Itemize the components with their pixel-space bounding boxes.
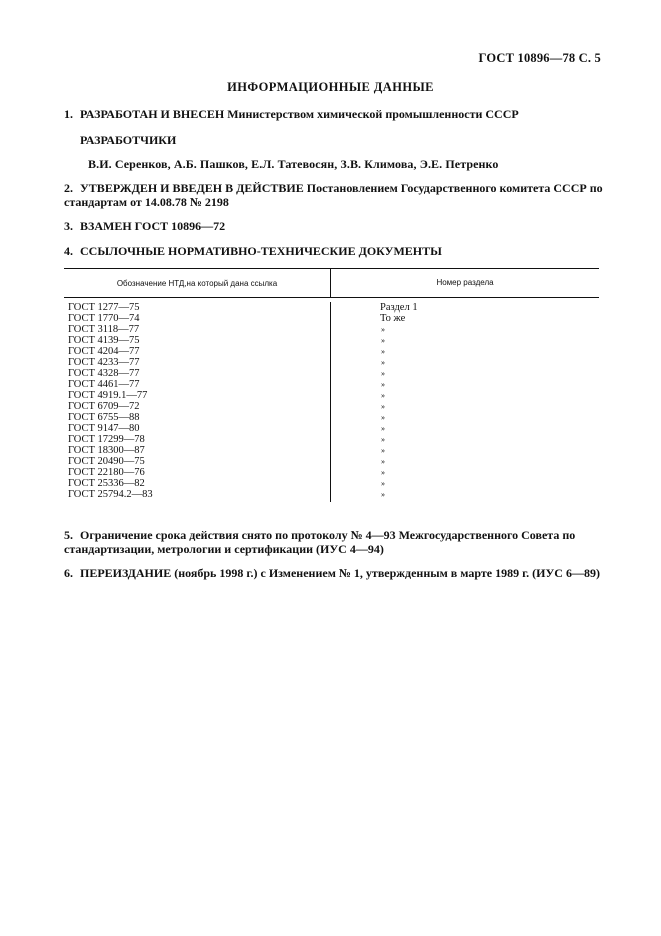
section-5-text: Ограничение срока действия снято по протоколу № 4—93 Межгосударственного Совета по стандартизации, метрологии и сертификации (ИУС 4—94) [64, 528, 576, 556]
section-3-number: 3. [64, 219, 73, 233]
table-row-section: » [381, 391, 385, 400]
table-row-document: ГОСТ 25336—82 [68, 478, 145, 489]
table-header-document: Обозначение НТД,на который дана ссылка [116, 278, 278, 288]
table-row-document: ГОСТ 6709—72 [68, 401, 140, 412]
section-6-text: ПЕРЕИЗДАНИЕ (ноябрь 1998 г.) с Изменением № 1, утвержденным в марте 1989 г. (ИУС 6—89) [80, 566, 600, 580]
table-row-section: » [381, 325, 385, 334]
table-row-document: ГОСТ 4233—77 [68, 357, 140, 368]
table-row-section: » [381, 380, 385, 389]
section-5-number: 5. [64, 528, 73, 542]
table-row-document: ГОСТ 18300—87 [68, 445, 145, 456]
table-row-section: » [381, 446, 385, 455]
section-1-text: РАЗРАБОТАН И ВНЕСЕН Министерством химической промышленности СССР [80, 107, 519, 121]
table-row-section: » [381, 435, 385, 444]
table-row-section: Раздел 1 [380, 302, 418, 313]
table-row-document: ГОСТ 1277—75 [68, 302, 140, 313]
reference-documents-table [64, 268, 599, 502]
table-row-section: » [381, 457, 385, 466]
section-2 [64, 181, 604, 209]
table-row-section: То же [380, 313, 406, 324]
table-row-document: ГОСТ 1770—74 [68, 313, 140, 324]
section-6 [64, 566, 604, 580]
table-row-section: » [381, 413, 385, 422]
section-4 [64, 244, 604, 258]
table-row-section: » [381, 336, 385, 345]
table-row-section: » [381, 479, 385, 488]
table-row-document: ГОСТ 6755—88 [68, 412, 140, 423]
page-header: ГОСТ 10896—78 С. 5 [478, 51, 601, 65]
section-2-text: УТВЕРЖДЕН И ВВЕДЕН В ДЕЙСТВИЕ Постановлением Государственного комитета СССР по стандартам от 14.08.78 № 2198 [64, 181, 603, 209]
table-header [64, 268, 599, 298]
table-row-section: » [381, 347, 385, 356]
table-body [64, 298, 599, 502]
table-row-document: ГОСТ 20490—75 [68, 456, 145, 467]
table-header-section: Номер раздела [330, 269, 599, 297]
table-row-document: ГОСТ 4461—77 [68, 379, 140, 390]
section-4-text: ССЫЛОЧНЫЕ НОРМАТИВНО-ТЕХНИЧЕСКИЕ ДОКУМЕНТЫ [80, 244, 442, 258]
section-3 [64, 219, 604, 233]
section-1 [64, 107, 604, 121]
table-row-section: » [381, 358, 385, 367]
section-3-text: ВЗАМЕН ГОСТ 10896—72 [80, 219, 226, 233]
table-column-sections [330, 302, 599, 502]
table-row-document: ГОСТ 22180—76 [68, 467, 145, 478]
table-row-section: » [381, 468, 385, 477]
table-column-documents [64, 302, 330, 502]
developers-list: В.И. Серенков, А.Б. Пашков, Е.Л. Татевосян, З.В. Климова, Э.Е. Петренко [88, 157, 499, 171]
section-2-number: 2. [64, 181, 73, 195]
section-4-number: 4. [64, 244, 73, 258]
table-row-document: ГОСТ 25794.2—83 [68, 489, 153, 500]
table-row-document: ГОСТ 4328—77 [68, 368, 140, 379]
table-row-document: ГОСТ 4919.1—77 [68, 390, 148, 401]
table-row-document: ГОСТ 3118—77 [68, 324, 140, 335]
page-title: ИНФОРМАЦИОННЫЕ ДАННЫЕ [227, 80, 434, 94]
table-row-section: » [381, 490, 385, 499]
table-row-document: ГОСТ 9147—80 [68, 423, 140, 434]
table-row-document: ГОСТ 4204—77 [68, 346, 140, 357]
table-row-section: » [381, 369, 385, 378]
table-row-section: » [381, 424, 385, 433]
developers-heading: РАЗРАБОТЧИКИ [80, 133, 177, 147]
table-row-document: ГОСТ 17299—78 [68, 434, 145, 445]
section-1-number: 1. [64, 107, 73, 121]
section-5 [64, 528, 604, 556]
section-6-number: 6. [64, 566, 73, 580]
table-row-document: ГОСТ 4139—75 [68, 335, 140, 346]
table-row-section: » [381, 402, 385, 411]
